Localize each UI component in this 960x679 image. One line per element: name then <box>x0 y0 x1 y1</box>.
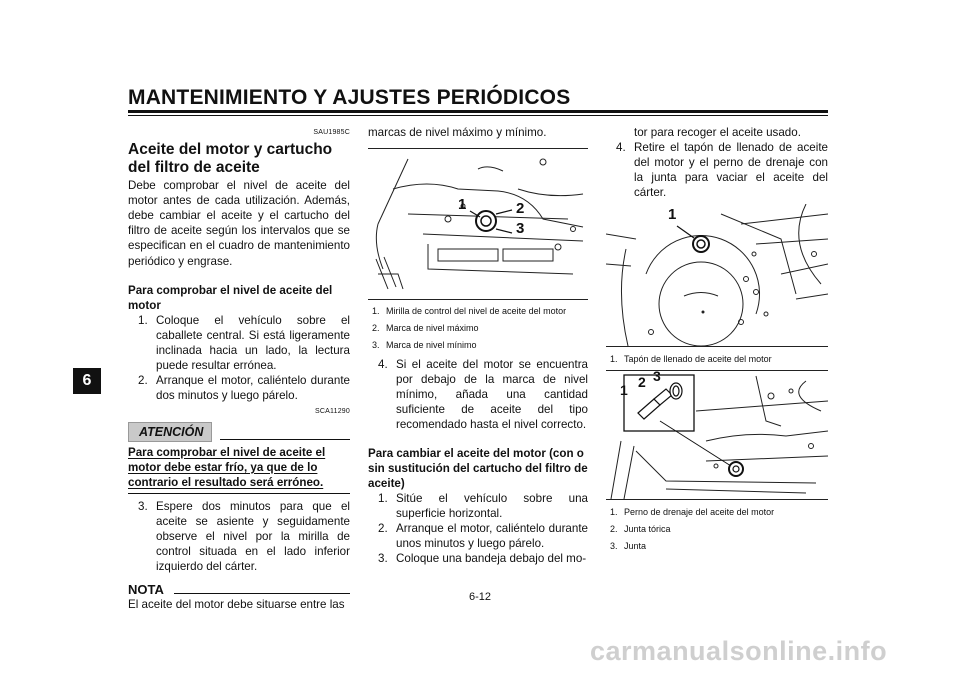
note-header <box>128 582 350 597</box>
subheading-change-oil: Para cambiar el aceite del motor (con o sin sustitución del cartucho del filtro de aceite) <box>368 446 588 490</box>
note-rule <box>174 593 350 594</box>
header-rule-thin <box>128 115 828 116</box>
step-number: 3. <box>378 552 388 566</box>
header-rule <box>128 110 828 113</box>
caption <box>610 523 828 535</box>
list-item <box>378 357 588 432</box>
callout-2: 2 <box>516 200 525 218</box>
step-text: Sitúe el vehículo sobre una superficie horizontal. <box>396 491 588 520</box>
callout-1: 1 <box>668 206 677 224</box>
caption-number: 3. <box>372 340 380 351</box>
caption-text: Mirilla de control del nivel de aceite del motor <box>386 306 567 317</box>
callout-2: 2 <box>638 374 646 391</box>
caption-text: Tapón de llenado de aceite del motor <box>624 354 772 365</box>
caption <box>610 506 828 518</box>
filler-cap-figure <box>606 204 828 346</box>
list-item <box>378 491 588 521</box>
step-number: 3. <box>138 499 148 513</box>
callout-3: 3 <box>516 220 525 238</box>
caption-number: 2. <box>610 524 618 535</box>
chapter-tab[interactable]: 6 <box>73 368 101 394</box>
middle-column <box>368 125 588 566</box>
step-number: 1. <box>138 313 148 327</box>
drain-bolt-illustration <box>606 368 828 499</box>
filler-cap-illustration <box>606 204 828 346</box>
caption-text: Marca de nivel máximo <box>386 323 479 334</box>
step-text: Arranque el motor, caliéntelo durante unos minutos y luego párelo. <box>396 522 588 551</box>
subheading-check-level: Para comprobar el nivel de aceite del motor <box>128 283 333 312</box>
continued-text: marcas de nivel máximo y mínimo. <box>368 126 547 139</box>
drain-bolt-captions <box>606 499 828 552</box>
step-text: Retire el tapón de llenado de aceite del motor y el perno de drenaje con la junta para vaciar el aceite del cárter. <box>634 141 828 200</box>
caution-text: Para comprobar el nivel de aceite el motor debe estar frío, ya que de lo contrario el resultado será erróneo. <box>128 445 326 489</box>
list-item <box>138 499 350 574</box>
list-item <box>378 521 588 551</box>
caution-box <box>128 422 350 442</box>
engine-sight-glass-illustration <box>368 149 588 299</box>
callout-1: 1 <box>620 382 628 399</box>
section-code: SAU1985C <box>313 129 350 136</box>
step-text: Arranque el motor, caliéntelo durante dos minutos y luego párelo. <box>156 374 350 403</box>
step-text: Si el aceite del motor se encuentra por debajo de la marca de nivel mínimo, añada una cantidad suficiente de aceite del tipo recomendado hasta el nivel correcto. <box>396 358 588 432</box>
step-text: Espere dos minutos para que el aceite se asiente y seguidamente observe el nivel por la mirilla de control situada en el lado inferior izquierdo del cárter. <box>156 499 350 574</box>
section-heading: Aceite del motor y cartucho del filtro de aceite <box>128 141 333 177</box>
step-number: 4. <box>616 141 626 155</box>
list-item <box>616 140 828 200</box>
step-number: 2. <box>378 522 388 536</box>
caution-rule <box>220 439 350 440</box>
caption <box>610 353 828 365</box>
note-text: El aceite del motor debe situarse entre las <box>128 598 345 612</box>
list-item <box>378 551 588 566</box>
list-item <box>138 373 350 403</box>
caption <box>372 305 588 317</box>
step-number: 4. <box>378 358 388 372</box>
step-text: Coloque el vehículo sobre el caballete central. Si está ligeramente inclinada hacia un lado, la lectura puede resultar errónea. <box>156 313 350 373</box>
oil-level-figure <box>368 148 588 299</box>
caption-number: 2. <box>372 323 380 334</box>
drain-bolt-figure <box>606 370 828 499</box>
page-number: 6-12 <box>468 591 492 603</box>
caption <box>372 322 588 334</box>
caption <box>610 540 828 552</box>
caption <box>372 339 588 351</box>
caption-text: Perno de drenaje del aceite del motor <box>624 507 775 518</box>
filler-cap-caption <box>606 346 828 365</box>
continued-text: tor para recoger el aceite usado. <box>634 126 801 139</box>
step-number: 2. <box>138 374 148 388</box>
note-title: NOTA <box>128 582 164 598</box>
caption-number: 1. <box>610 507 618 518</box>
list-item <box>138 313 350 373</box>
right-column <box>606 125 828 557</box>
caption-number: 3. <box>610 541 618 552</box>
page-title: MANTENIMIENTO Y AJUSTES PERIÓDICOS <box>128 86 571 109</box>
caption-text: Junta tórica <box>624 524 671 535</box>
intro-paragraph: Debe comprobar el nivel de aceite del motor antes de cada utilización. Además, debe cambiar el aceite y el cartucho del filtro de aceite según los intervalos que se especifican en el cuadro de mantenimiento periódico y engrase. <box>128 179 350 268</box>
caution-end-rule <box>128 493 350 494</box>
caption-text: Marca de nivel mínimo <box>386 340 477 351</box>
callout-1: 1 <box>458 196 467 214</box>
caption-text: Junta <box>624 541 647 552</box>
caution-code: SCA11290 <box>315 408 350 416</box>
step-text: Coloque una bandeja debajo del mo- <box>396 552 587 566</box>
watermark: carmanualsonline.info <box>590 636 888 666</box>
step-number: 1. <box>378 491 388 505</box>
caution-badge: ATENCIÓN <box>128 422 212 442</box>
figure-captions <box>368 299 588 351</box>
left-column <box>128 125 350 613</box>
callout-3: 3 <box>653 368 661 385</box>
caption-number: 1. <box>372 306 380 317</box>
caption-number: 1. <box>610 354 618 365</box>
